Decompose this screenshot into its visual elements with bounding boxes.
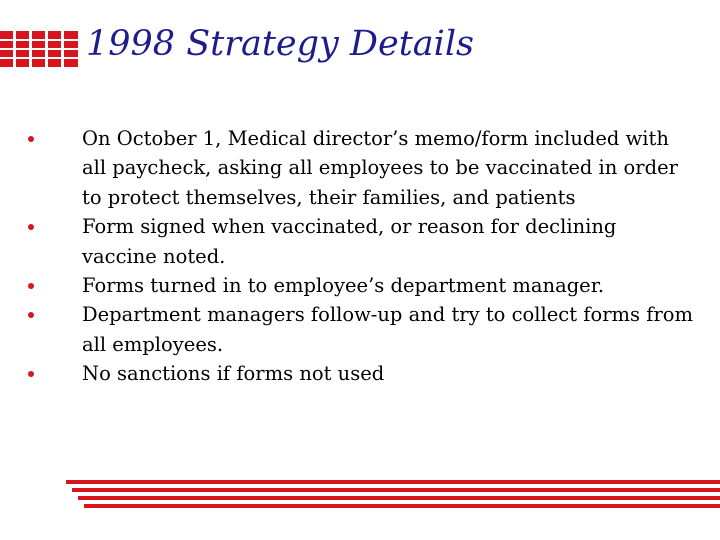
red-lines-icon <box>66 476 720 516</box>
red-dot-icon <box>28 136 34 142</box>
bullet-text: No sanctions if forms not used <box>82 362 385 386</box>
bullet-item <box>28 212 696 271</box>
red-dot-icon <box>28 312 34 318</box>
red-dot-icon <box>28 371 34 377</box>
red-bars-icon <box>0 31 78 67</box>
bullet-list <box>28 124 696 389</box>
bullet-text: Department managers follow-up and try to collect forms from all employees. <box>82 303 693 356</box>
bullet-text: Form signed when vaccinated, or reason for declining vaccine noted. <box>82 215 617 268</box>
bullet-item <box>28 271 696 300</box>
bullet-text: On October 1, Medical director’s memo/form included with all paycheck, asking all employees to be vaccinated in order to protect themselves, their families, and patients <box>82 127 678 209</box>
bullet-item <box>28 124 696 212</box>
slide-title: 1998 Strategy Details <box>86 24 474 64</box>
bullet-item <box>28 300 696 359</box>
red-dot-icon <box>28 224 34 230</box>
bullet-item <box>28 359 696 388</box>
red-dot-icon <box>28 283 34 289</box>
bullet-text: Forms turned in to employee’s department manager. <box>82 274 605 298</box>
